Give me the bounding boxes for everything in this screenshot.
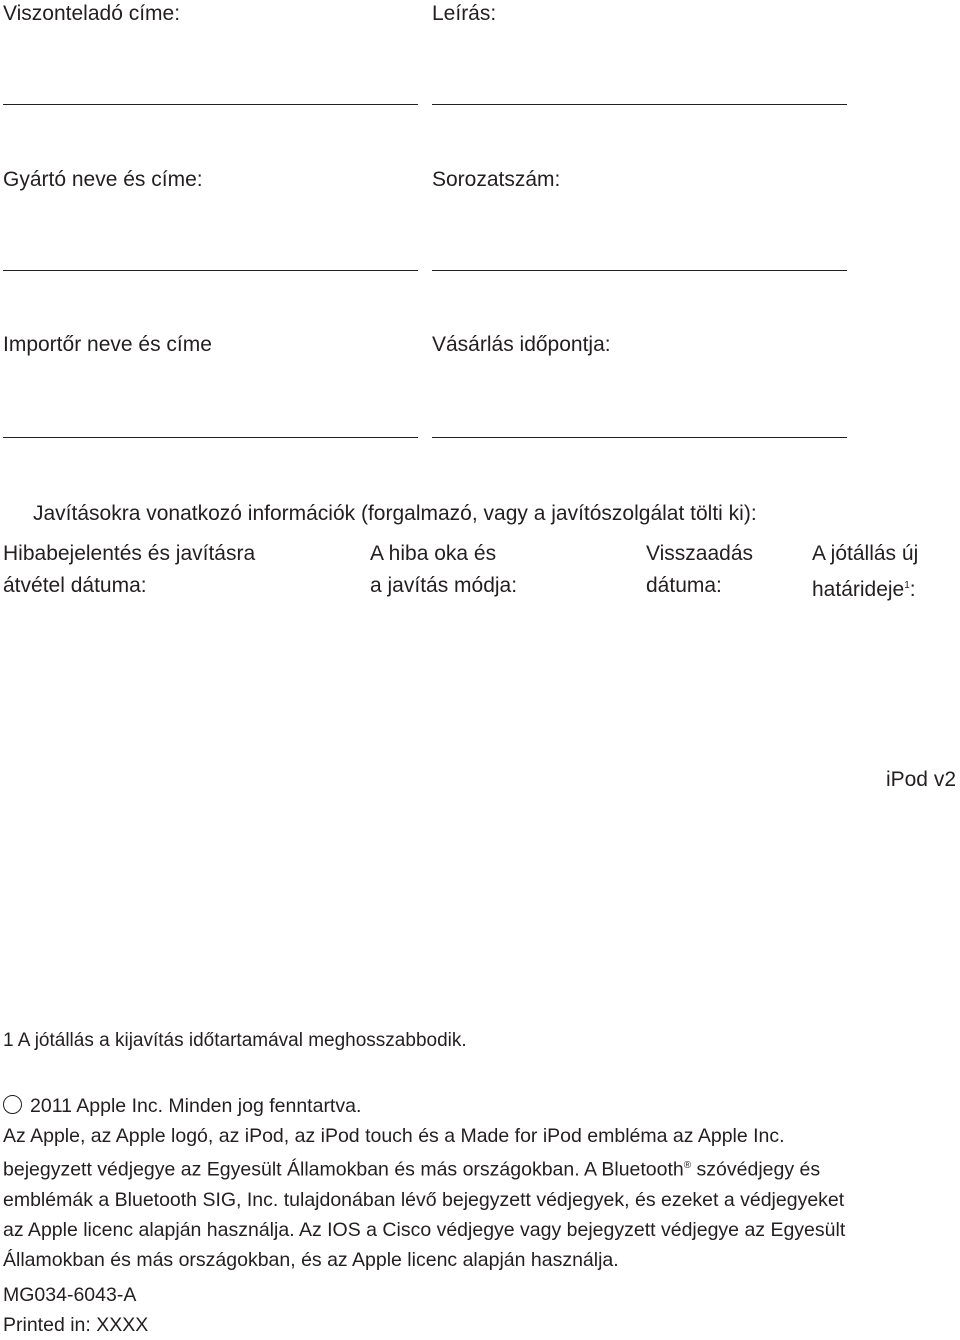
deadline-colon: : <box>909 578 916 601</box>
legal-line-tail: szóvédjegy és <box>691 1158 821 1181</box>
serial-number-line[interactable] <box>432 270 847 271</box>
copyright-text: 2011 Apple Inc. Minden jog fenntartva. <box>30 1095 362 1117</box>
legal-line: emblémák a Bluetooth SIG, Inc. tulajdonában lévő bejegyzett védjegyek, és ezeket a védjegyeket <box>3 1188 845 1211</box>
manufacturer-line[interactable] <box>3 270 418 271</box>
repair-heading: Javításokra vonatkozó információk (forgalmazó, vagy a javítószolgálat tölti ki): <box>33 502 757 525</box>
repair-col-cause <box>370 538 517 602</box>
repair-col-return-date <box>646 538 753 602</box>
legal-line: Államokban és más országokban, és az Apple licenc alapján használja. <box>3 1248 619 1271</box>
repair-col-line1: A hiba oka és <box>370 542 497 565</box>
repair-col-line2: átvétel dátuma: <box>3 574 147 597</box>
legal-line: Az Apple, az Apple logó, az iPod, az iPod touch és a Made for iPod embléma az Apple Inc. <box>3 1125 785 1147</box>
reseller-address-line[interactable] <box>3 104 418 105</box>
repair-col-line2 <box>812 570 918 606</box>
description-line[interactable] <box>432 104 847 105</box>
legal-line-text: bejegyzett védjegye az Egyesült Államokban és más országokban. A Bluetooth <box>3 1158 684 1181</box>
repair-col-line1: A jótállás új <box>812 542 919 565</box>
doc-code: MG034-6043-A <box>3 1284 137 1306</box>
importer-line[interactable] <box>3 437 418 438</box>
legal-line: az Apple licenc alapján használja. Az IOS a Cisco védjegye vagy bejegyzett védjegye az Egyesült <box>3 1218 846 1241</box>
copyright-icon <box>3 1095 22 1114</box>
doc-info <box>3 1280 148 1340</box>
repair-col-report-date <box>3 538 255 602</box>
footnote-ref: 1 <box>904 580 910 591</box>
reseller-address-label: Viszonteladó címe: <box>3 2 181 25</box>
manufacturer-label: Gyártó neve és címe: <box>3 168 203 191</box>
repair-col-line2: dátuma: <box>646 574 722 597</box>
purchase-date-line[interactable] <box>432 437 847 438</box>
repair-col-line2: a javítás módja: <box>370 574 518 597</box>
deadline-text: határideje <box>812 578 905 601</box>
description-label: Leírás: <box>432 2 497 25</box>
legal-line <box>3 1151 845 1185</box>
legal-text <box>3 1121 845 1275</box>
repair-col-line1: Hibabejelentés és javításra <box>3 542 256 565</box>
purchase-date-label: Vásárlás időpontja: <box>432 333 611 356</box>
footnote: 1 A jótállás a kijavítás időtartamával meghosszabbodik. <box>3 1030 467 1051</box>
copyright-line <box>3 1091 361 1121</box>
repair-col-line1: Visszaadás <box>646 542 754 565</box>
importer-label: Importőr neve és címe <box>3 333 212 356</box>
registered-mark: ® <box>683 1160 692 1171</box>
printed-in: Printed in: XXXX <box>3 1314 149 1336</box>
serial-number-label: Sorozatszám: <box>432 168 561 191</box>
repair-col-new-deadline <box>812 538 918 606</box>
product-tag: iPod v2 <box>885 768 956 791</box>
